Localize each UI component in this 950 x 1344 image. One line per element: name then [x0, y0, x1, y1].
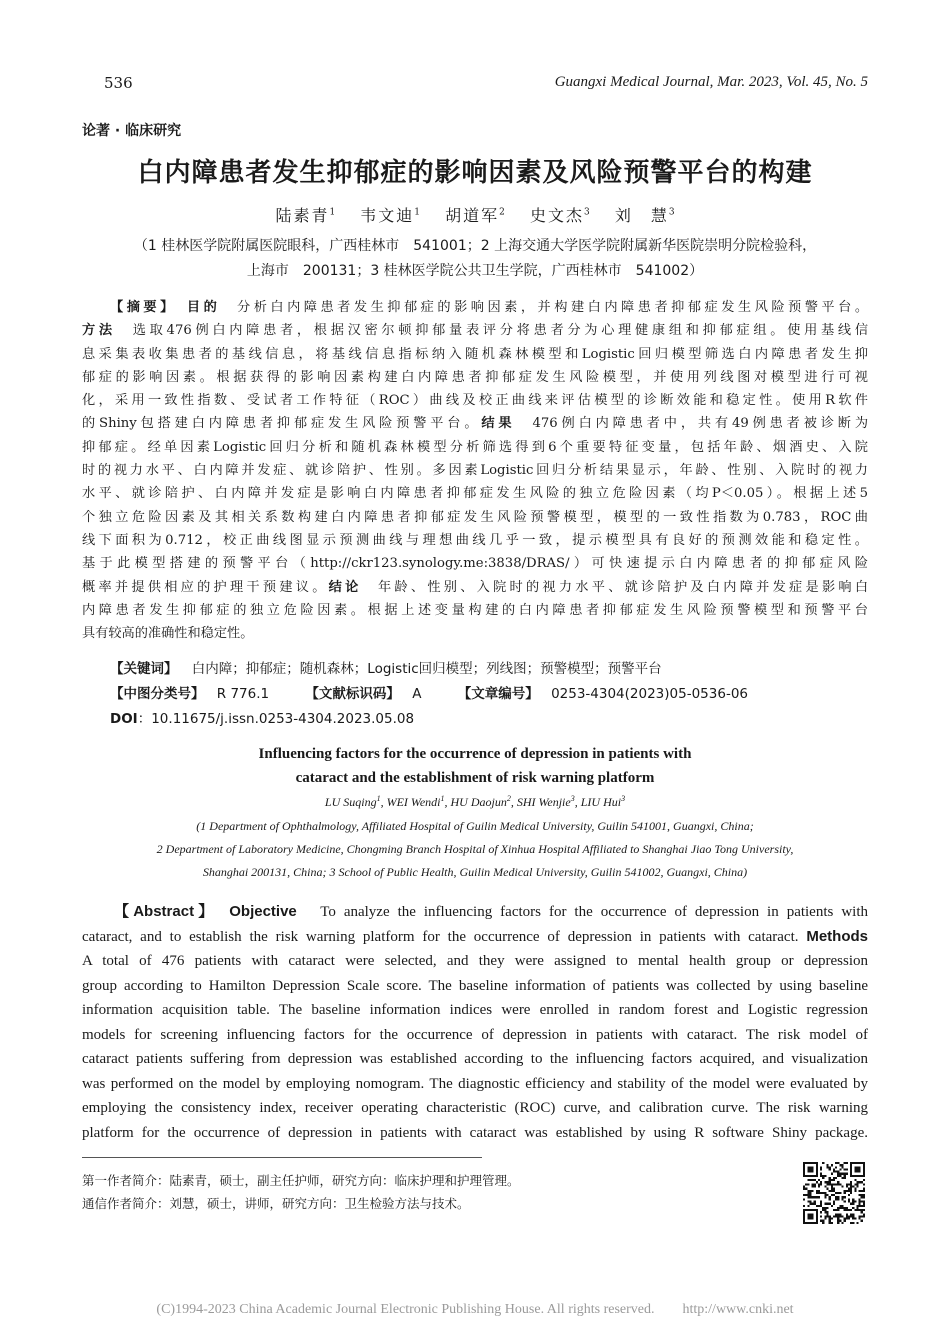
abstract-heading: 结果 [481, 416, 516, 432]
article-no-label: 【文章编号】 [457, 686, 539, 702]
footnote-rule [82, 1157, 482, 1158]
authors-en: LU Suqing$^1$, WEI Wendi$^1$, HU Daojun$^2$, SHI Wenjie$^3$, LIU Hui$^3$ [324, 794, 626, 809]
clc-label: 【中图分类号】 [110, 686, 205, 702]
abstract-en-line [82, 1096, 868, 1121]
abstract-text: was performed on the model by employing nomogram. The diagnostic efficiency and stability of the model were evaluated by [82, 1075, 868, 1092]
page-number: 536 [104, 74, 133, 92]
journal-header: Guangxi Medical Journal, Mar. 2023, Vol. 45, No. 5 [554, 74, 868, 90]
abstract-text: 抑郁症。经单因素Logistic回归分析和随机森林模型分析筛选得到6个重要特征变量，包括年龄、烟酒史、入院 [82, 439, 868, 455]
affiliation-cn-line: 上海市 200131；3 桂林医学院公共卫生学院，广西桂林市 541002） [246, 263, 704, 279]
author-cn: 韦文迪$^1$ [360, 206, 421, 225]
classification-line [110, 682, 748, 702]
author-cn: 胡道军$^2$ [445, 206, 505, 225]
abstract-cn-line [82, 529, 868, 552]
abstract-text: 选取476例白内障患者，根据汉密尔顿抑郁量表评分将患者分为心理健康组和抑郁症组。使用基线信 [115, 323, 869, 339]
abstract-cn-line [82, 319, 868, 342]
abstract-en-line [82, 1072, 868, 1097]
abstract-text: 化，采用一致性指数、受试者工作特征（ROC）曲线及校正曲线来评估模型的诊断效能和稳定性。使用R软件 [82, 393, 868, 409]
copyright-notice: (C)1994-2023 China Academic Journal Electronic Publishing House. All rights reserved. http://www.cnki.net [156, 1302, 794, 1317]
keywords-text: 白内障；抑郁症；随机森林；Logistic回归模型；列线图；预警模型；预警平台 [191, 661, 662, 677]
abstract-cn-line [82, 482, 868, 505]
abstract-text: 具有较高的准确性和稳定性。 [82, 626, 254, 642]
author-cn: 刘 慧$^3$ [614, 206, 675, 225]
abstract-text: A total of 476 patients with cataract were selected, and they were assigned to mental health group or depression [82, 953, 868, 969]
abstract-cn [82, 296, 868, 645]
abstract-cn-line [82, 389, 868, 412]
author-en: LIU Hui$^3$ [580, 794, 626, 809]
authors-cn [0, 203, 950, 226]
clc-value: R 776.1 [216, 686, 270, 702]
abstract-cn-line [82, 576, 868, 599]
abstract-text: group according to Hamilton Depression Scale score. The baseline information of patients was collected by using baseline [82, 977, 868, 994]
abstract-text: employing the consistency index, receiver operating characteristic (ROC) curve, and calibration curve. The risk warning [82, 1100, 868, 1116]
abstract-heading: 【Abstract】 Objective [114, 903, 297, 920]
abstract-text: 分析白内障患者发生抑郁症的影响因素，并构建白内障患者抑郁症发生风险预警平台。 [220, 300, 869, 315]
abstract-en-line [82, 1121, 868, 1146]
abstract-en-line [82, 925, 868, 950]
abstract-en-line [82, 974, 868, 999]
abstract-text: 郁症的影响因素。根据获得的影响因素构建白内障患者抑郁症发生风险模型，并使用列线图对模型进行可视 [82, 369, 868, 385]
abstract-text: cataract patients suffering from depression was established according to the influencing factors acquired, and visualization [82, 1051, 868, 1067]
section-label: 论著 · 临床研究 [82, 123, 182, 139]
author-en: HU Daojun$^2$ [450, 794, 511, 809]
abstract-cn-line [82, 459, 868, 482]
abstract-text: To analyze the influencing factors for the occurrence of depression in patients with [296, 904, 868, 920]
abstract-en-line [82, 900, 868, 925]
abstract-text: information acquisition table. The baseline information indices were enrolled in random forest and Logistic regression [82, 1002, 868, 1018]
article-title-cn: 白内障患者发生抑郁症的影响因素及风险预警平台的构建 [137, 158, 813, 188]
abstract-text: models for screening influencing factors for the occurrence of depression in patients with cataract. The risk model of [82, 1026, 868, 1043]
doi-line [110, 707, 414, 727]
abstract-en-line [82, 949, 868, 974]
abstract-en-line [82, 998, 868, 1023]
abstract-text: platform for the occurrence of depression in patients with cataract was established by using R software Shiny package. [82, 1124, 868, 1141]
author-en: LU Suqing$^1$ [324, 794, 381, 809]
abstract-text: 476例白内障患者中，共有49例患者被诊断为 [515, 416, 869, 432]
abstract-text: 年龄、性别、入院时的视力水平、就诊陪护及白内障并发症是影响白 [361, 579, 869, 595]
affiliation-en-line: (1 Department of Ophthalmology, Affiliated Hospital of Guilin Medical University, Guilin 541001, Guangxi, China; [196, 819, 754, 833]
abstract-text: 内障患者发生抑郁症的独立危险因素。根据上述变量构建的白内障患者抑郁症发生风险预警模型和预警平台 [82, 602, 868, 618]
author-en: SHI Wenjie$^3$ [516, 794, 575, 809]
keywords-label: 【关键词】 [110, 661, 178, 677]
abstract-text: 水平、就诊陪护、白内障并发症是影响白内障患者抑郁症发生风险的独立危险因素（均P＜0.05）。根据上述5 [82, 486, 868, 502]
abstract-cn-line [82, 366, 868, 389]
abstract-heading: 方法 [82, 323, 116, 339]
abstract-text: 概率并提供相应的护理干预建议。 [82, 579, 329, 595]
doi-value: ：10.11675/j.issn.0253-4304.2023.05.08 [137, 711, 415, 727]
article-title-en-line: cataract and the establishment of risk warning platform [295, 770, 655, 786]
doc-code-value: A [412, 686, 422, 702]
author-cn: 史文杰$^3$ [529, 206, 590, 225]
abstract-text: 线下面积为0.712，校正曲线图显示预测曲线与理想曲线几乎一致，提示模型具有良好的预测效能和稳定性。 [82, 532, 868, 548]
abstract-cn-line [82, 506, 868, 529]
abstract-en-line [82, 1023, 868, 1048]
doc-code-label: 【文献标识码】 [305, 686, 400, 702]
abstract-heading: 【摘要】 目的 [110, 300, 221, 315]
author-cn: 陆素青$^1$ [275, 206, 336, 225]
abstract-en [82, 900, 868, 1145]
doi-label: DOI [110, 711, 138, 727]
abstract-heading: 结论 [328, 579, 362, 595]
abstract-cn-line [82, 296, 868, 319]
footnote-corresponding-author: 通信作者简介：刘慧，硕士，讲师，研究方向：卫生检验方法与技术。 [82, 1196, 470, 1211]
abstract-cn-line [82, 412, 868, 435]
abstract-cn-line [82, 599, 868, 622]
abstract-cn-line [82, 436, 868, 459]
abstract-cn-line [82, 622, 868, 645]
abstract-text: 的Shiny包搭建白内障患者抑郁症发生风险预警平台。 [82, 416, 482, 432]
qr-code [803, 1162, 865, 1224]
abstract-text: 息采集表收集患者的基线信息，将基线信息指标纳入随机森林模型和Logistic回归模型筛选白内障患者发生抑 [82, 346, 868, 362]
article-title-en-line: Influencing factors for the occurrence of depression in patients with [258, 746, 692, 762]
abstract-text: 个独立危险因素及其相关系数构建白内障患者抑郁症发生风险预警模型，模型的一致性指数为0.783，ROC曲 [82, 509, 868, 525]
article-no-value: 0253-4304(2023)05-0536-06 [551, 686, 748, 702]
affiliation-en-line: 2 Department of Laboratory Medicine, Chongming Branch Hospital of Xinhua Hospital Affiliated to Shanghai Jiao Tong University, [156, 842, 794, 856]
abstract-en-line [82, 1047, 868, 1072]
footnote-first-author: 第一作者简介：陆素青，硕士，副主任护师，研究方向：临床护理和护理管理。 [82, 1173, 520, 1188]
abstract-cn-line [82, 552, 868, 575]
author-en: WEI Wendi$^1$ [386, 794, 445, 809]
abstract-text: cataract, and to establish the risk warning platform for the occurrence of depression in patients with cataract. [82, 928, 807, 945]
abstract-cn-line [82, 343, 868, 366]
abstract-text: 时的视力水平、白内障并发症、就诊陪护、性别。多因素Logistic回归分析结果显示，年龄、性别、入院时的视力 [82, 463, 868, 479]
abstract-heading: Methods [806, 927, 868, 945]
abstract-text: 基于此模型搭建的预警平台（http://ckr123.synology.me:3838/DRAS/）可快速提示白内障患者的抑郁症风险 [82, 556, 868, 572]
affiliation-en-line: Shanghai 200131, China; 3 School of Public Health, Guilin Medical University, Guilin 541002, Guangxi, China) [202, 865, 748, 879]
keywords-cn [110, 657, 662, 677]
affiliation-cn-line: （1 桂林医学院附属医院眼科，广西桂林市 541001；2 上海交通大学医学院附属新华医院崇明分院检验科， [133, 238, 817, 254]
